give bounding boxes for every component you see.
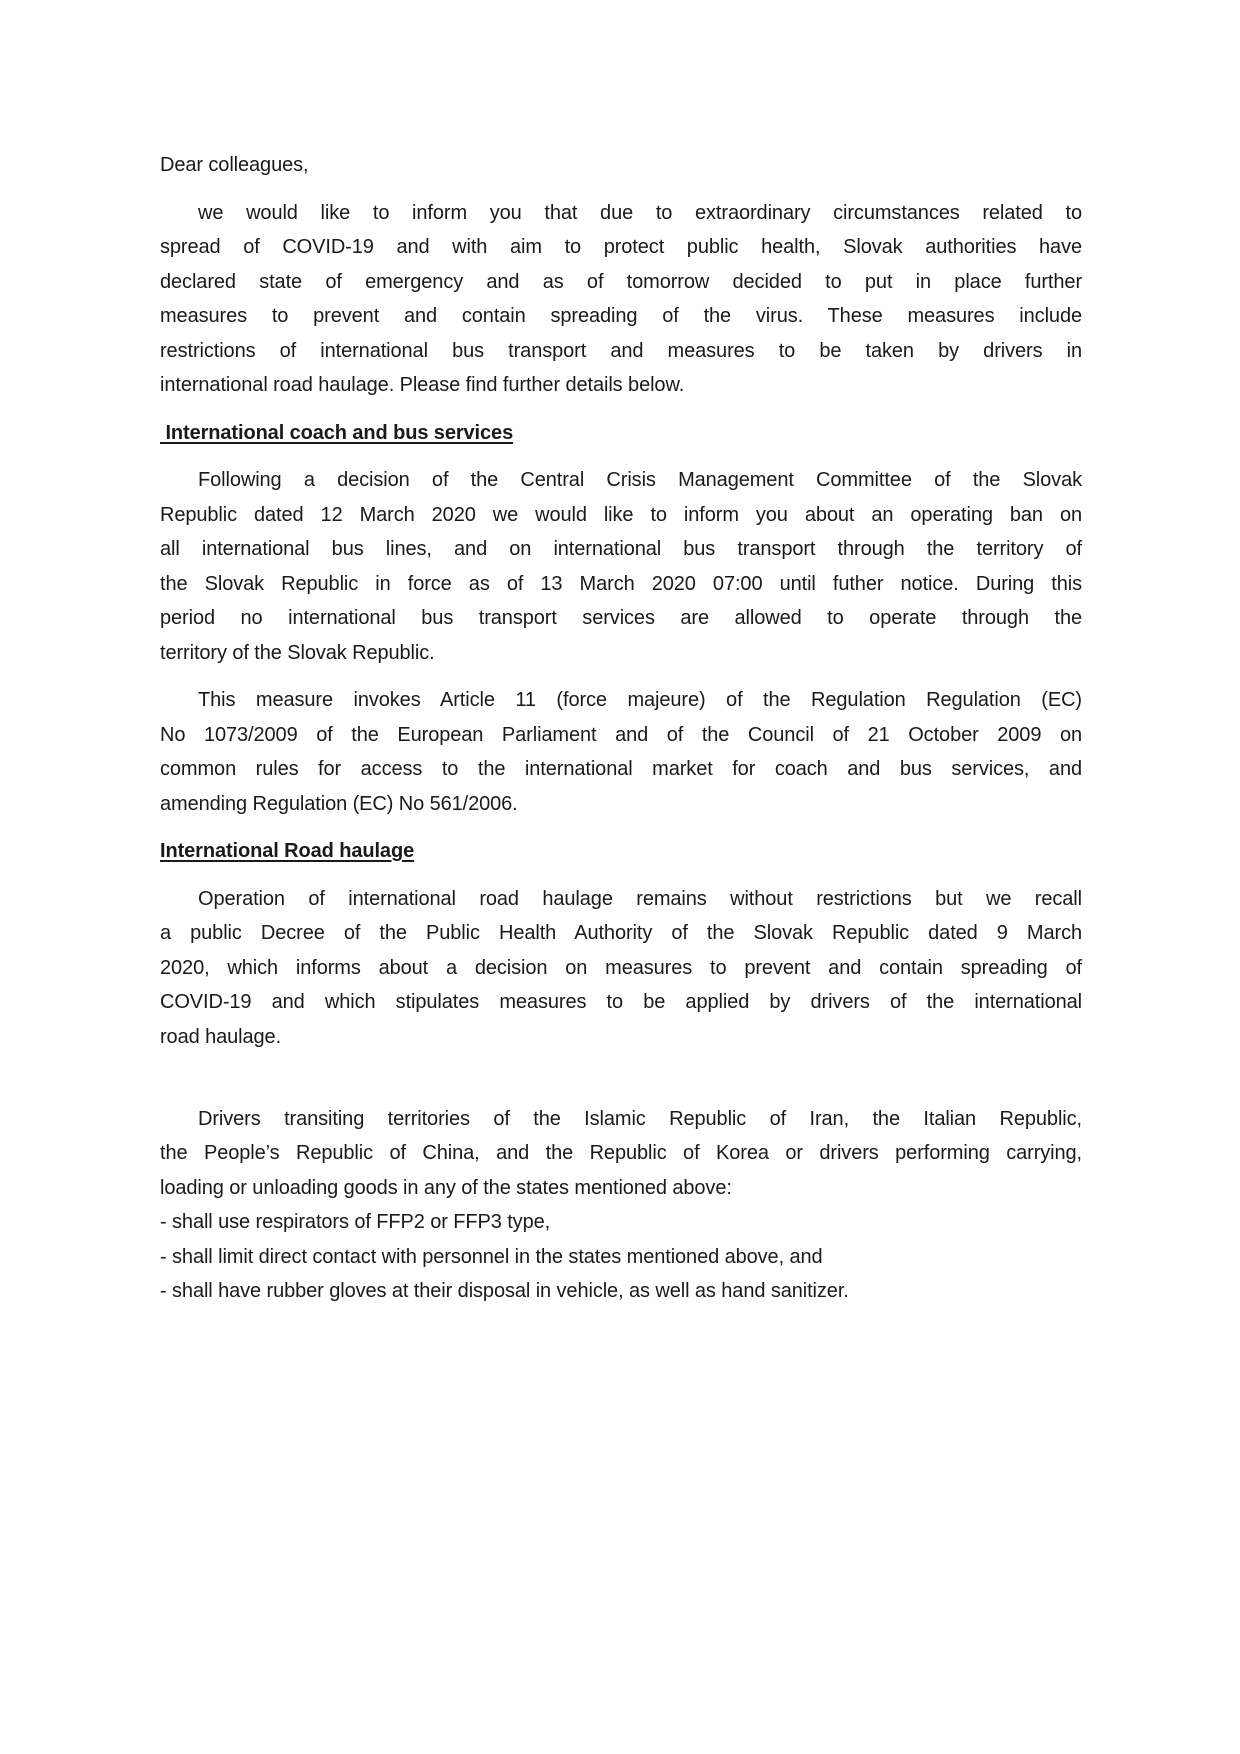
paragraph-line: period no international bus transport services are allowed to operate through the: [160, 607, 1082, 629]
driver-measure-item: - shall have rubber gloves at their disposal in vehicle, as well as hand sanitizer.: [160, 1280, 849, 1302]
paragraph-line: spread of COVID-19 and with aim to protect public health, Slovak authorities have: [160, 236, 1082, 258]
paragraph-line: Drivers transiting territories of the Islamic Republic of Iran, the Italian Republic,: [198, 1107, 1082, 1130]
paragraph-line: Republic dated 12 March 2020 we would like to inform you about an operating ban on: [160, 503, 1082, 526]
road-haulage-paragraph: [160, 882, 1082, 1055]
paragraph-line: common rules for access to the international market for coach and bus services, and: [160, 758, 1082, 780]
paragraph-line: Following a decision of the Central Crisis Management Committee of the Slovak: [198, 469, 1082, 491]
road-haulage-heading: International Road haulage: [160, 840, 415, 862]
paragraph-line: international road haulage. Please find further details below.: [160, 374, 685, 396]
section-heading-road-haulage: [160, 834, 1082, 869]
paragraph-line: restrictions of international bus transport and measures to be taken by drivers in: [160, 339, 1082, 362]
salutation: [160, 148, 1082, 183]
paragraph-line: a public Decree of the Public Health Authority of the Slovak Republic dated 9 March: [160, 922, 1082, 944]
paragraph-line: Operation of international road haulage remains without restrictions but we recall: [198, 887, 1082, 910]
paragraph-line: This measure invokes Article 11 (force majeure) of the Regulation Regulation (EC): [198, 689, 1082, 711]
driver-measure-item: - shall use respirators of FFP2 or FFP3 type,: [160, 1211, 551, 1233]
paragraph-line: No 1073/2009 of the European Parliament and of the Council of 21 October 2009 on: [160, 723, 1082, 746]
paragraph-line: the People’s Republic of China, and the Republic of Korea or drivers performing carrying,: [160, 1142, 1082, 1164]
paragraph-line: territory of the Slovak Republic.: [160, 641, 435, 664]
section-heading-coach-bus: [160, 416, 1082, 451]
blank-line: [160, 1067, 1082, 1102]
paragraph-line: 2020, which informs about a decision on measures to prevent and contain spreading of: [160, 956, 1082, 979]
drivers-paragraph: [160, 1102, 1082, 1309]
coach-bus-heading: International coach and bus services: [160, 421, 514, 444]
paragraph-line: loading or unloading goods in any of the states mentioned above:: [160, 1176, 732, 1199]
paragraph-line: road haulage.: [160, 1025, 282, 1048]
salutation-line: Dear colleagues,: [160, 154, 309, 176]
paragraph-line: measures to prevent and contain spreading of the virus. These measures include: [160, 305, 1082, 327]
paragraph-line: the Slovak Republic in force as of 13 March 2020 07:00 until futher notice. During this: [160, 572, 1082, 595]
paragraph-line: we would like to inform you that due to extraordinary circumstances related to: [198, 201, 1082, 224]
intro-paragraph: [160, 196, 1082, 403]
paragraph-line: amending Regulation (EC) No 561/2006.: [160, 792, 518, 815]
driver-measure-item: - shall limit direct contact with personnel in the states mentioned above, and: [160, 1245, 823, 1268]
paragraph-line: all international bus lines, and on international bus transport through the territory of: [160, 538, 1082, 560]
paragraph-line: declared state of emergency and as of tomorrow decided to put in place further: [160, 270, 1082, 293]
paragraph-line: COVID-19 and which stipulates measures to be applied by drivers of the international: [160, 991, 1082, 1013]
regulation-paragraph: [160, 683, 1082, 821]
coach-bus-paragraph: [160, 463, 1082, 670]
